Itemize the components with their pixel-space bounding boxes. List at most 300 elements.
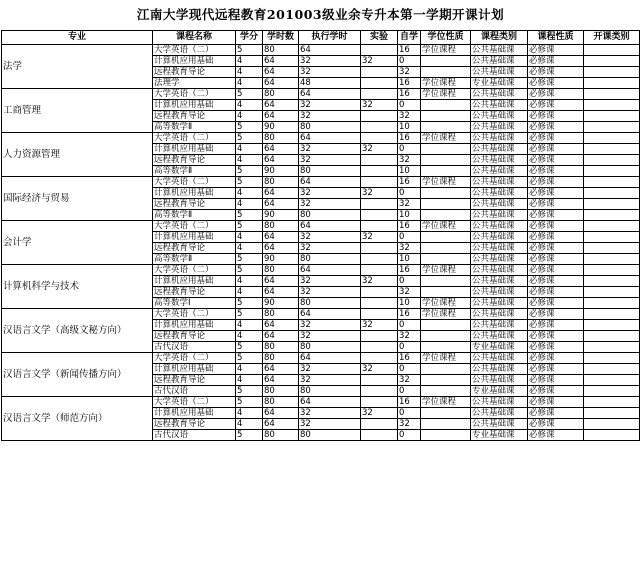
offering-type-cell — [584, 353, 640, 364]
lab-cell: 32 — [361, 144, 398, 155]
degree-cell: 学位课程 — [421, 353, 471, 364]
self-study-cell: 16 — [398, 177, 421, 188]
course-nature-cell: 必修课 — [528, 89, 584, 100]
exec-hours-cell: 32 — [299, 144, 361, 155]
credits-cell: 4 — [236, 320, 263, 331]
course-nature-cell: 必修课 — [528, 78, 584, 89]
offering-type-cell — [584, 232, 640, 243]
course-nature-cell: 必修课 — [528, 430, 584, 441]
course-nature-cell: 必修课 — [528, 353, 584, 364]
offering-type-cell — [584, 56, 640, 67]
course-category-cell: 公共基础课 — [471, 353, 528, 364]
course-category-cell: 公共基础课 — [471, 67, 528, 78]
major-cell: 汉语言文学（新闻传播方向） — [2, 353, 153, 397]
major-cell: 国际经济与贸易 — [2, 177, 153, 221]
course-name-cell: 大学英语（二） — [153, 89, 236, 100]
course-name-cell: 计算机应用基础 — [153, 100, 236, 111]
lab-cell — [361, 298, 398, 309]
credits-cell: 4 — [236, 408, 263, 419]
degree-cell — [421, 56, 471, 67]
degree-cell — [421, 67, 471, 78]
course-nature-cell: 必修课 — [528, 111, 584, 122]
credits-cell: 5 — [236, 342, 263, 353]
course-name-cell: 大学英语（二） — [153, 309, 236, 320]
credits-cell: 5 — [236, 298, 263, 309]
hours-cell: 64 — [263, 408, 299, 419]
course-nature-cell: 必修课 — [528, 133, 584, 144]
header-lab: 实验 — [361, 31, 398, 45]
lab-cell: 32 — [361, 56, 398, 67]
exec-hours-cell: 32 — [299, 56, 361, 67]
degree-cell: 学位课程 — [421, 298, 471, 309]
table-row — [2, 89, 640, 100]
hours-cell: 80 — [263, 309, 299, 320]
hours-cell: 64 — [263, 144, 299, 155]
course-name-cell: 计算机应用基础 — [153, 276, 236, 287]
exec-hours-cell: 80 — [299, 254, 361, 265]
credits-cell: 4 — [236, 56, 263, 67]
exec-hours-cell: 64 — [299, 353, 361, 364]
exec-hours-cell: 64 — [299, 221, 361, 232]
hours-cell: 64 — [263, 111, 299, 122]
course-category-cell: 公共基础课 — [471, 331, 528, 342]
course-nature-cell: 必修课 — [528, 309, 584, 320]
lab-cell — [361, 78, 398, 89]
hours-cell: 90 — [263, 298, 299, 309]
degree-cell: 学位课程 — [421, 221, 471, 232]
header-hours: 学时数 — [263, 31, 299, 45]
self-study-cell: 0 — [398, 188, 421, 199]
course-nature-cell: 必修课 — [528, 397, 584, 408]
hours-cell: 64 — [263, 364, 299, 375]
hours-cell: 80 — [263, 386, 299, 397]
major-cell: 汉语言文学（高级文秘方向） — [2, 309, 153, 353]
exec-hours-cell: 32 — [299, 232, 361, 243]
header-row — [2, 31, 640, 45]
exec-hours-cell: 48 — [299, 78, 361, 89]
offering-type-cell — [584, 199, 640, 210]
course-name-cell: 高等数学Ⅰ — [153, 298, 236, 309]
exec-hours-cell: 32 — [299, 188, 361, 199]
offering-type-cell — [584, 111, 640, 122]
exec-hours-cell: 64 — [299, 309, 361, 320]
course-nature-cell: 必修课 — [528, 364, 584, 375]
course-name-cell: 古代汉语 — [153, 342, 236, 353]
course-name-cell: 远程教育导论 — [153, 67, 236, 78]
exec-hours-cell: 64 — [299, 89, 361, 100]
credits-cell: 5 — [236, 309, 263, 320]
credits-cell: 4 — [236, 100, 263, 111]
course-name-cell: 计算机应用基础 — [153, 188, 236, 199]
course-category-cell: 公共基础课 — [471, 254, 528, 265]
degree-cell: 学位课程 — [421, 78, 471, 89]
degree-cell — [421, 199, 471, 210]
course-name-cell: 计算机应用基础 — [153, 364, 236, 375]
self-study-cell: 16 — [398, 45, 421, 56]
course-nature-cell: 必修课 — [528, 232, 584, 243]
course-name-cell: 高等数学Ⅱ — [153, 210, 236, 221]
self-study-cell: 16 — [398, 265, 421, 276]
course-category-cell: 专业基础课 — [471, 342, 528, 353]
course-category-cell: 专业基础课 — [471, 386, 528, 397]
credits-cell: 5 — [236, 166, 263, 177]
self-study-cell: 0 — [398, 320, 421, 331]
hours-cell: 90 — [263, 166, 299, 177]
hours-cell: 64 — [263, 56, 299, 67]
hours-cell: 64 — [263, 375, 299, 386]
lab-cell: 32 — [361, 188, 398, 199]
hours-cell: 64 — [263, 78, 299, 89]
offering-type-cell — [584, 133, 640, 144]
course-nature-cell: 必修课 — [528, 298, 584, 309]
offering-type-cell — [584, 144, 640, 155]
course-name-cell: 大学英语（二） — [153, 45, 236, 56]
course-category-cell: 公共基础课 — [471, 243, 528, 254]
course-name-cell: 高等数学Ⅱ — [153, 166, 236, 177]
offering-type-cell — [584, 89, 640, 100]
course-nature-cell: 必修课 — [528, 166, 584, 177]
offering-type-cell — [584, 177, 640, 188]
credits-cell: 5 — [236, 133, 263, 144]
self-study-cell: 16 — [398, 221, 421, 232]
exec-hours-cell: 80 — [299, 122, 361, 133]
hours-cell: 64 — [263, 67, 299, 78]
exec-hours-cell: 32 — [299, 243, 361, 254]
credits-cell: 4 — [236, 243, 263, 254]
exec-hours-cell: 32 — [299, 331, 361, 342]
credits-cell: 5 — [236, 386, 263, 397]
hours-cell: 80 — [263, 342, 299, 353]
credits-cell: 5 — [236, 430, 263, 441]
offering-type-cell — [584, 276, 640, 287]
offering-type-cell — [584, 364, 640, 375]
table-row — [2, 221, 640, 232]
self-study-cell: 0 — [398, 56, 421, 67]
course-name-cell: 计算机应用基础 — [153, 144, 236, 155]
self-study-cell: 0 — [398, 364, 421, 375]
self-study-cell: 0 — [398, 232, 421, 243]
course-category-cell: 公共基础课 — [471, 287, 528, 298]
lab-cell — [361, 397, 398, 408]
offering-type-cell — [584, 45, 640, 56]
lab-cell — [361, 419, 398, 430]
hours-cell: 90 — [263, 254, 299, 265]
course-category-cell: 公共基础课 — [471, 199, 528, 210]
course-plan-table — [1, 30, 640, 441]
table-row — [2, 353, 640, 364]
course-category-cell: 公共基础课 — [471, 276, 528, 287]
course-name-cell: 大学英语（二） — [153, 353, 236, 364]
lab-cell — [361, 89, 398, 100]
course-name-cell: 远程教育导论 — [153, 419, 236, 430]
lab-cell — [361, 67, 398, 78]
credits-cell: 4 — [236, 375, 263, 386]
credits-cell: 5 — [236, 265, 263, 276]
course-nature-cell: 必修课 — [528, 45, 584, 56]
course-category-cell: 公共基础课 — [471, 111, 528, 122]
lab-cell — [361, 155, 398, 166]
degree-cell: 学位课程 — [421, 309, 471, 320]
course-category-cell: 公共基础课 — [471, 397, 528, 408]
self-study-cell: 32 — [398, 419, 421, 430]
offering-type-cell — [584, 309, 640, 320]
hours-cell: 64 — [263, 155, 299, 166]
credits-cell: 4 — [236, 155, 263, 166]
degree-cell — [421, 276, 471, 287]
exec-hours-cell: 64 — [299, 133, 361, 144]
header-credits: 学分 — [236, 31, 263, 45]
offering-type-cell — [584, 331, 640, 342]
exec-hours-cell: 32 — [299, 67, 361, 78]
hours-cell: 80 — [263, 89, 299, 100]
course-nature-cell: 必修课 — [528, 342, 584, 353]
degree-cell — [421, 100, 471, 111]
lab-cell — [361, 287, 398, 298]
self-study-cell: 16 — [398, 353, 421, 364]
lab-cell — [361, 254, 398, 265]
degree-cell — [421, 144, 471, 155]
exec-hours-cell: 64 — [299, 45, 361, 56]
credits-cell: 5 — [236, 353, 263, 364]
degree-cell — [421, 320, 471, 331]
exec-hours-cell: 32 — [299, 155, 361, 166]
lab-cell: 32 — [361, 232, 398, 243]
hours-cell: 64 — [263, 419, 299, 430]
exec-hours-cell: 64 — [299, 265, 361, 276]
credits-cell: 4 — [236, 144, 263, 155]
course-nature-cell: 必修课 — [528, 320, 584, 331]
exec-hours-cell: 80 — [299, 342, 361, 353]
self-study-cell: 0 — [398, 430, 421, 441]
hours-cell: 64 — [263, 287, 299, 298]
credits-cell: 4 — [236, 331, 263, 342]
course-nature-cell: 必修课 — [528, 188, 584, 199]
exec-hours-cell: 32 — [299, 419, 361, 430]
exec-hours-cell: 80 — [299, 166, 361, 177]
table-row — [2, 309, 640, 320]
course-nature-cell: 必修课 — [528, 331, 584, 342]
offering-type-cell — [584, 122, 640, 133]
self-study-cell: 10 — [398, 254, 421, 265]
course-name-cell: 计算机应用基础 — [153, 320, 236, 331]
self-study-cell: 16 — [398, 89, 421, 100]
degree-cell — [421, 287, 471, 298]
offering-type-cell — [584, 210, 640, 221]
offering-type-cell — [584, 375, 640, 386]
course-nature-cell: 必修课 — [528, 221, 584, 232]
self-study-cell: 32 — [398, 67, 421, 78]
hours-cell: 80 — [263, 221, 299, 232]
offering-type-cell — [584, 155, 640, 166]
major-cell: 法学 — [2, 45, 153, 89]
credits-cell: 4 — [236, 287, 263, 298]
exec-hours-cell: 32 — [299, 287, 361, 298]
course-nature-cell: 必修课 — [528, 67, 584, 78]
self-study-cell: 32 — [398, 375, 421, 386]
lab-cell — [361, 133, 398, 144]
self-study-cell: 0 — [398, 342, 421, 353]
self-study-cell: 0 — [398, 100, 421, 111]
course-category-cell: 公共基础课 — [471, 221, 528, 232]
self-study-cell: 0 — [398, 386, 421, 397]
hours-cell: 80 — [263, 265, 299, 276]
exec-hours-cell: 32 — [299, 364, 361, 375]
lab-cell — [361, 342, 398, 353]
credits-cell: 4 — [236, 111, 263, 122]
hours-cell: 80 — [263, 353, 299, 364]
course-name-cell: 古代汉语 — [153, 386, 236, 397]
course-name-cell: 远程教育导论 — [153, 375, 236, 386]
course-name-cell: 远程教育导论 — [153, 331, 236, 342]
course-category-cell: 公共基础课 — [471, 309, 528, 320]
course-category-cell: 公共基础课 — [471, 177, 528, 188]
course-category-cell: 公共基础课 — [471, 155, 528, 166]
offering-type-cell — [584, 265, 640, 276]
table-row — [2, 133, 640, 144]
degree-cell — [421, 386, 471, 397]
course-category-cell: 公共基础课 — [471, 320, 528, 331]
exec-hours-cell: 64 — [299, 177, 361, 188]
course-nature-cell: 必修课 — [528, 276, 584, 287]
offering-type-cell — [584, 78, 640, 89]
degree-cell: 学位课程 — [421, 265, 471, 276]
course-category-cell: 公共基础课 — [471, 364, 528, 375]
exec-hours-cell: 80 — [299, 210, 361, 221]
degree-cell — [421, 188, 471, 199]
course-name-cell: 大学英语（二） — [153, 177, 236, 188]
degree-cell — [421, 342, 471, 353]
course-nature-cell: 必修课 — [528, 122, 584, 133]
offering-type-cell — [584, 243, 640, 254]
course-nature-cell: 必修课 — [528, 100, 584, 111]
degree-cell — [421, 254, 471, 265]
hours-cell: 64 — [263, 243, 299, 254]
header-course-category: 课程类别 — [471, 31, 528, 45]
credits-cell: 5 — [236, 397, 263, 408]
credits-cell: 5 — [236, 89, 263, 100]
offering-type-cell — [584, 408, 640, 419]
hours-cell: 64 — [263, 188, 299, 199]
lab-cell — [361, 375, 398, 386]
course-nature-cell: 必修课 — [528, 408, 584, 419]
exec-hours-cell: 32 — [299, 276, 361, 287]
course-nature-cell: 必修课 — [528, 155, 584, 166]
course-name-cell: 古代汉语 — [153, 430, 236, 441]
lab-cell — [361, 309, 398, 320]
exec-hours-cell: 80 — [299, 298, 361, 309]
self-study-cell: 32 — [398, 111, 421, 122]
lab-cell — [361, 386, 398, 397]
self-study-cell: 0 — [398, 276, 421, 287]
degree-cell — [421, 364, 471, 375]
lab-cell — [361, 221, 398, 232]
offering-type-cell — [584, 386, 640, 397]
degree-cell — [421, 111, 471, 122]
hours-cell: 64 — [263, 199, 299, 210]
course-name-cell: 计算机应用基础 — [153, 232, 236, 243]
lab-cell — [361, 199, 398, 210]
hours-cell: 80 — [263, 397, 299, 408]
lab-cell — [361, 177, 398, 188]
lab-cell — [361, 243, 398, 254]
self-study-cell: 16 — [398, 133, 421, 144]
hours-cell: 90 — [263, 122, 299, 133]
course-category-cell: 公共基础课 — [471, 232, 528, 243]
self-study-cell: 32 — [398, 287, 421, 298]
credits-cell: 4 — [236, 199, 263, 210]
course-nature-cell: 必修课 — [528, 56, 584, 67]
course-name-cell: 计算机应用基础 — [153, 56, 236, 67]
offering-type-cell — [584, 342, 640, 353]
degree-cell: 学位课程 — [421, 177, 471, 188]
exec-hours-cell: 64 — [299, 397, 361, 408]
degree-cell — [421, 155, 471, 166]
header-course-name: 课程名称 — [153, 31, 236, 45]
course-nature-cell: 必修课 — [528, 243, 584, 254]
degree-cell: 学位课程 — [421, 45, 471, 56]
self-study-cell: 32 — [398, 199, 421, 210]
table-row — [2, 265, 640, 276]
course-name-cell: 远程教育导论 — [153, 287, 236, 298]
self-study-cell: 32 — [398, 155, 421, 166]
exec-hours-cell: 32 — [299, 408, 361, 419]
course-nature-cell: 必修课 — [528, 210, 584, 221]
credits-cell: 5 — [236, 210, 263, 221]
credits-cell: 4 — [236, 78, 263, 89]
lab-cell — [361, 210, 398, 221]
lab-cell: 32 — [361, 100, 398, 111]
course-category-cell: 公共基础课 — [471, 144, 528, 155]
degree-cell — [421, 331, 471, 342]
self-study-cell: 10 — [398, 210, 421, 221]
self-study-cell: 10 — [398, 166, 421, 177]
exec-hours-cell: 80 — [299, 430, 361, 441]
course-category-cell: 公共基础课 — [471, 56, 528, 67]
header-self-study: 自学 — [398, 31, 421, 45]
table-row — [2, 177, 640, 188]
lab-cell: 32 — [361, 320, 398, 331]
offering-type-cell — [584, 67, 640, 78]
page-title: 江南大学现代远程教育201003级业余专升本第一学期开课计划 — [136, 7, 505, 22]
exec-hours-cell: 32 — [299, 320, 361, 331]
course-nature-cell: 必修课 — [528, 419, 584, 430]
major-cell: 会计学 — [2, 221, 153, 265]
offering-type-cell — [584, 166, 640, 177]
exec-hours-cell: 32 — [299, 100, 361, 111]
credits-cell: 5 — [236, 122, 263, 133]
course-nature-cell: 必修课 — [528, 375, 584, 386]
credits-cell: 5 — [236, 177, 263, 188]
course-category-cell: 公共基础课 — [471, 419, 528, 430]
major-cell: 计算机科学与技术 — [2, 265, 153, 309]
hours-cell: 80 — [263, 45, 299, 56]
lab-cell — [361, 353, 398, 364]
credits-cell: 5 — [236, 254, 263, 265]
course-nature-cell: 必修课 — [528, 254, 584, 265]
exec-hours-cell: 32 — [299, 375, 361, 386]
self-study-cell: 16 — [398, 78, 421, 89]
degree-cell: 学位课程 — [421, 133, 471, 144]
degree-cell — [421, 375, 471, 386]
header-exec-hours: 执行学时 — [299, 31, 361, 45]
course-category-cell: 公共基础课 — [471, 100, 528, 111]
course-category-cell: 公共基础课 — [471, 408, 528, 419]
course-name-cell: 大学英语（二） — [153, 133, 236, 144]
hours-cell: 64 — [263, 320, 299, 331]
self-study-cell: 0 — [398, 408, 421, 419]
credits-cell: 4 — [236, 419, 263, 430]
course-name-cell: 法理学 — [153, 78, 236, 89]
